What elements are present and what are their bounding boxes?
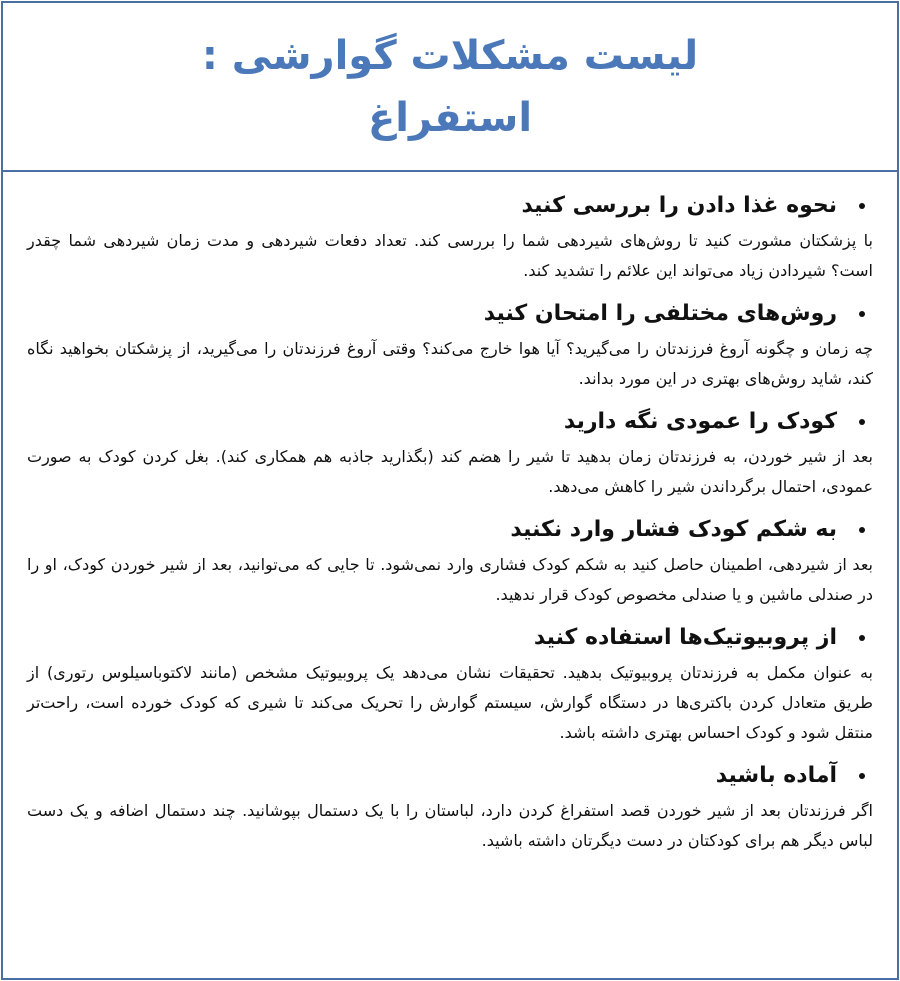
section-body: با پزشکتان مشورت کنید تا روش‌های شیردهی شما را بررسی کند. تعداد دفعات شیردهی و مدت زمان شیردهی شما چقدر است؟ شیردادن زیاد می‌تواند این علائم را تشدید کند. xyxy=(27,231,873,280)
section-heading xyxy=(27,294,873,334)
document-frame xyxy=(1,1,899,980)
section-body: بعد از شیر خوردن، به فرزندتان زمان بدهید تا شیر را هضم کند (بگذارید جاذبه هم همکاری کند). بغل کردن کودک به صورت عمودی، احتمال برگرداندن شیر را کاهش می‌دهد. xyxy=(27,447,873,496)
section-heading xyxy=(27,618,873,658)
title-box xyxy=(3,3,897,172)
content-area xyxy=(3,172,897,856)
section-body: چه زمان و چگونه آروغ فرزندتان را می‌گیرید؟ آیا هوا خارج می‌کند؟ وقتی آروغ فرزندتان را می‌گیرید، از پزشکتان بخواهید نگاه کند، شاید روش‌های بهتری در این مورد بداند. xyxy=(27,339,873,388)
section-upright xyxy=(27,402,873,502)
section-heading-text: به شکم کودک فشار وارد نکنید xyxy=(510,517,837,542)
section-heading xyxy=(27,402,873,442)
section-pressure xyxy=(27,510,873,610)
section-probiotics xyxy=(27,618,873,748)
section-prepared xyxy=(27,756,873,856)
title-line-2: استفراغ xyxy=(367,94,533,141)
section-heading xyxy=(27,186,873,226)
section-body: بعد از شیردهی، اطمینان حاصل کنید به شکم کودک فشاری وارد نمی‌شود. تا جایی که می‌توانید، بعد از شیر خوردن کودک، او را در صندلی ماشین و یا صندلی مخصوص کودک قرار ندهید. xyxy=(27,555,873,604)
section-heading xyxy=(27,510,873,550)
bullet-icon xyxy=(859,527,865,533)
section-heading-text: روش‌های مختلفی را امتحان کنید xyxy=(483,301,837,326)
section-body: به عنوان مکمل به فرزندتان پروبیوتیک بدهید. تحقیقات نشان می‌دهد یک پروبیوتیک مشخص (مانند لاکتوباسیلوس رتوری) از طریق متعادل کردن باکتری‌ها در دستگاه گوارش، سیستم گوارش را تحریک می‌کند تا شیری که کودک خورده است، راحت‌تر منتقل شود و کودک احساس بهتری داشته باشد. xyxy=(27,663,873,742)
bullet-icon xyxy=(859,635,865,641)
section-heading-text: نحوه غذا دادن را بررسی کنید xyxy=(521,193,837,218)
section-methods xyxy=(27,294,873,394)
section-heading-text: آماده باشید xyxy=(715,763,837,788)
section-body: اگر فرزندتان بعد از شیر خوردن قصد استفراغ کردن دارد، لباستان را با یک دستمال بپوشانید. چند دستمال اضافه و یک دست لباس دیگر هم برای کودکتان در دست دیگرتان داشته باشید. xyxy=(27,801,873,850)
section-heading-text: از پروبیوتیک‌ها استفاده کنید xyxy=(533,625,837,650)
bullet-icon xyxy=(859,203,865,209)
section-heading-text: کودک را عمودی نگه دارید xyxy=(563,409,837,434)
section-heading xyxy=(27,756,873,796)
title-line-1: لیست مشکلات گوارشی : xyxy=(201,32,699,79)
bullet-icon xyxy=(859,773,865,779)
bullet-icon xyxy=(859,311,865,317)
section-feeding xyxy=(27,186,873,286)
bullet-icon xyxy=(859,419,865,425)
